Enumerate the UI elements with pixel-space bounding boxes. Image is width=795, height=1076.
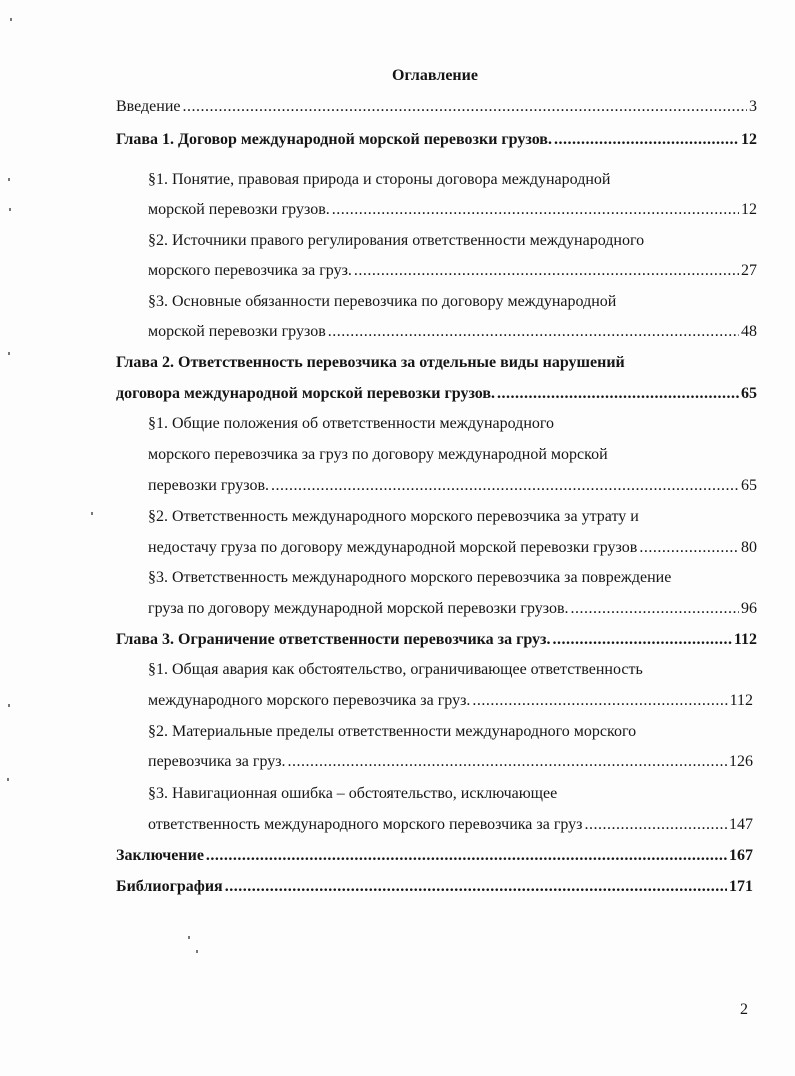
toc-entry-ch1-s2-line2[interactable] (148, 260, 757, 282)
scan-speck (10, 18, 12, 21)
toc-entry-conclusion[interactable] (116, 845, 753, 867)
toc-entry-text: §1. Общая авария как обстоятельство, ограничивающее ответственность (148, 661, 643, 678)
dot-leader (585, 814, 728, 836)
toc-page-number: 126 (729, 753, 753, 770)
scan-speck (9, 208, 11, 211)
toc-entry-text: Глава 3. Ограничение ответственности перевозчика за груз. (116, 631, 551, 648)
toc-page-number: 147 (729, 816, 753, 833)
toc-entry-ch3-s1-line1[interactable] (148, 659, 757, 681)
dot-leader (288, 751, 727, 773)
toc-entry-text: Глава 2. Ответственность перевозчика за отдельные виды нарушений (116, 354, 625, 371)
dot-leader (354, 260, 739, 282)
toc-entry-text: морской перевозки грузов. (148, 201, 330, 218)
scan-speck (196, 950, 198, 953)
toc-page-number: 80 (741, 539, 757, 556)
toc-page-number: 167 (729, 847, 753, 864)
toc-entry-ch2-s3-line1[interactable] (148, 567, 757, 589)
toc-page-number: 112 (733, 631, 757, 648)
toc-entry-text: §1. Понятие, правовая природа и стороны договора международной (148, 171, 611, 188)
toc-entry-text: §3. Навигационная ошибка – обстоятельство, исключающее (148, 785, 558, 802)
toc-entry-chapter-2-line2[interactable] (116, 383, 757, 405)
toc-entry-intro[interactable] (116, 96, 757, 118)
toc-page-number: 65 (741, 477, 757, 494)
page-number: 2 (740, 1001, 748, 1018)
toc-entry-text: морской перевозки грузов (148, 323, 326, 340)
toc-entry-ch2-s1-line2[interactable] (148, 444, 757, 466)
toc-entry-text: груза по договору международной морской перевозки грузов. (148, 600, 569, 617)
toc-entry-text: перевозки грузов. (148, 477, 269, 494)
toc-entry-ch1-s2-line1[interactable] (148, 230, 757, 252)
toc-page-number: 65 (741, 385, 757, 402)
toc-entry-bibliography[interactable] (116, 876, 753, 898)
toc-entry-text: Заключение (116, 847, 204, 864)
toc-entry-ch2-s3-line2[interactable] (148, 598, 757, 620)
toc-entry-text: договора международной морской перевозки грузов. (116, 385, 496, 402)
toc-entry-text: морского перевозчика за груз. (148, 262, 352, 279)
dot-leader (497, 383, 739, 405)
dot-leader (571, 598, 739, 620)
toc-entry-text: §2. Материальные пределы ответственности международного морского (148, 723, 637, 740)
toc-entry-text: §2. Источники правого регулирования ответственности международного (148, 232, 645, 249)
toc-entry-text: Глава 1. Договор международной морской перевозки грузов. (116, 131, 552, 148)
toc-entry-chapter-1[interactable] (116, 129, 757, 151)
toc-entry-text: Введение (116, 98, 181, 115)
dot-leader (206, 845, 727, 867)
toc-entry-ch3-s1-line2[interactable] (148, 690, 753, 712)
toc-page-number: 12 (741, 131, 757, 148)
dot-leader (332, 199, 739, 221)
toc-entry-chapter-3[interactable] (116, 629, 757, 651)
dot-leader (183, 96, 748, 118)
toc-entry-ch2-s2-line1[interactable] (148, 506, 757, 528)
toc-entry-text: перевозчика за груз. (148, 753, 286, 770)
toc-entry-ch3-s2-line1[interactable] (148, 721, 757, 743)
toc-page-number: 112 (729, 692, 753, 709)
dot-leader (271, 475, 739, 497)
toc-entry-ch2-s1-line3[interactable] (148, 475, 757, 497)
toc-entry-ch1-s1-line1[interactable] (148, 169, 757, 191)
toc-entry-text: недостачу груза по договору международной морской перевозки грузов (148, 539, 638, 556)
scan-speck (91, 512, 93, 515)
toc-page-number: 171 (729, 878, 753, 895)
toc-entry-text: §2. Ответственность международного морского перевозчика за утрату и (148, 508, 639, 525)
toc-page-number: 48 (741, 323, 757, 340)
toc-entry-text: §3. Ответственность международного морского перевозчика за повреждение (148, 569, 672, 586)
toc-entry-text: Библиография (116, 878, 223, 895)
toc-title: Оглавление (392, 67, 478, 84)
toc-entry-ch1-s1-line2[interactable] (148, 199, 757, 221)
toc-entry-text: морского перевозчика за груз по договору международной морской (148, 446, 608, 463)
toc-entry-text: международного морского перевозчика за груз. (148, 692, 471, 709)
dot-leader (554, 129, 739, 151)
toc-entry-text: ответственность международного морского перевозчика за груз (148, 816, 583, 833)
toc-entry-chapter-2-line1[interactable] (116, 352, 757, 374)
toc-page-number: 96 (741, 600, 757, 617)
toc-entry-text: §3. Основные обязанности перевозчика по договору международной (148, 293, 617, 310)
toc-entry-ch1-s3-line1[interactable] (148, 291, 757, 313)
scan-speck (8, 178, 10, 181)
toc-entry-ch1-s3-line2[interactable] (148, 321, 757, 343)
scan-speck (8, 352, 10, 355)
dot-leader (472, 690, 727, 712)
toc-entry-ch2-s1-line1[interactable] (148, 413, 757, 435)
toc-page-number: 3 (749, 98, 757, 115)
dot-leader (225, 876, 727, 898)
scan-speck (7, 778, 9, 781)
toc-entry-ch3-s2-line2[interactable] (148, 751, 753, 773)
toc-page-number: 12 (741, 201, 757, 218)
scan-speck (188, 936, 190, 939)
toc-entry-ch3-s3-line1[interactable] (148, 783, 757, 805)
dot-leader (639, 537, 739, 559)
toc-entry-text: §1. Общие положения об ответственности международного (148, 415, 555, 432)
dot-leader (552, 629, 731, 651)
toc-entry-ch3-s3-line2[interactable] (148, 814, 753, 836)
toc-page-number: 27 (741, 262, 757, 279)
scan-speck (8, 704, 10, 707)
toc-entry-ch2-s2-line2[interactable] (148, 537, 757, 559)
dot-leader (328, 321, 739, 343)
